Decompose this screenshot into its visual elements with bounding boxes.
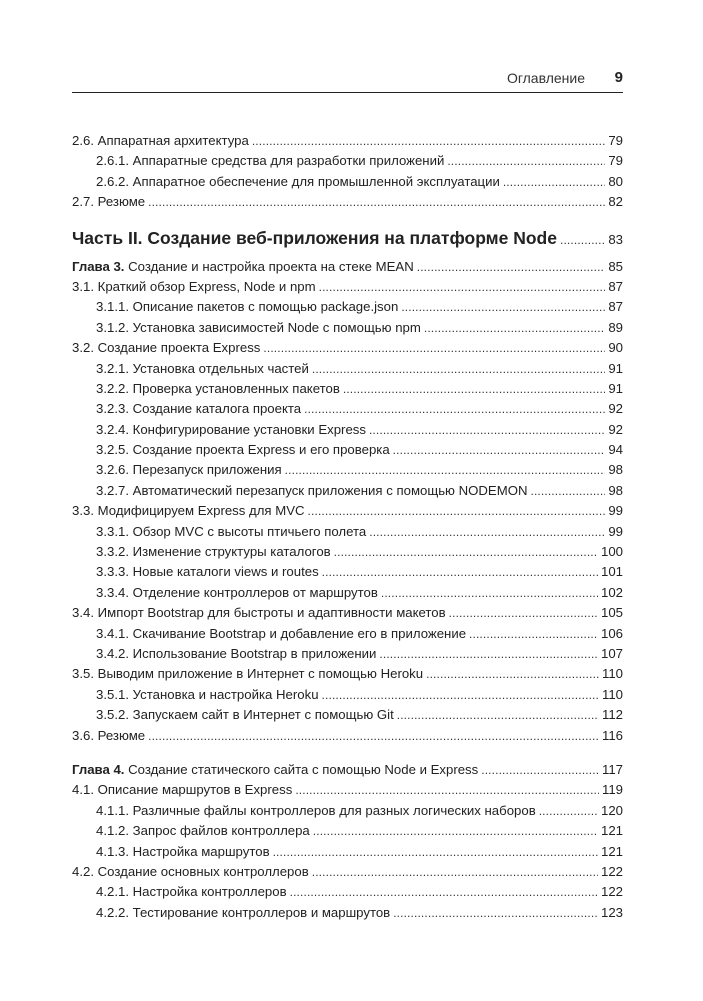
dot-leader: [393, 440, 606, 460]
chapter-title: Создание статического сайта с помощью Node и Express: [128, 761, 479, 777]
toc-entry-title: 2.6. Аппаратная архитектура: [72, 133, 249, 148]
toc-entry-page: 92: [608, 421, 623, 437]
toc-entry-title: 3.2. Создание проекта Express: [72, 340, 261, 356]
toc-entry-page: 102: [600, 584, 623, 600]
dot-leader: [449, 603, 598, 623]
toc-entry-title: 3.1.1. Описание пакетов с помощью package.json: [96, 299, 399, 315]
dot-leader: [530, 481, 605, 501]
toc-entry[interactable]: [72, 726, 623, 746]
toc-entry-page: 122: [600, 884, 623, 900]
toc-entry[interactable]: [72, 297, 623, 317]
toc-entry-title: 3.3.4. Отделение контроллеров от маршрутов: [96, 584, 378, 600]
dot-leader: [312, 359, 605, 379]
toc-entry-title: 3.3.2. Изменение структуры каталогов: [96, 544, 331, 560]
table-of-contents: [72, 131, 623, 923]
toc-entry[interactable]: [72, 780, 623, 800]
toc-entry-title: 3.5.1. Установка и настройка Heroku: [96, 686, 319, 702]
toc-entry-page: 98: [608, 482, 623, 498]
toc-entry-page: 92: [608, 401, 623, 417]
toc-entry-page: 85: [608, 258, 623, 274]
toc-entry-page: 99: [608, 503, 623, 519]
page-number: 9: [614, 69, 623, 86]
dot-leader: [401, 297, 605, 317]
toc-entry-page: 90: [608, 340, 623, 356]
dot-leader: [417, 257, 606, 277]
dot-leader: [252, 131, 605, 151]
toc-entry[interactable]: [72, 644, 623, 664]
toc-entry[interactable]: [72, 522, 623, 542]
toc-entry-title: 3.4. Импорт Bootstrap для быстроты и адаптивности макетов: [72, 605, 446, 621]
dot-leader: [148, 726, 599, 746]
toc-entry[interactable]: [72, 760, 623, 780]
toc-entry-page: 107: [600, 645, 623, 661]
toc-entry-page: 79: [608, 133, 623, 148]
toc-entry[interactable]: [72, 277, 623, 297]
dot-leader: [322, 562, 598, 582]
toc-entry-page: 116: [601, 727, 623, 743]
dot-leader: [447, 151, 605, 171]
toc-entry-title: 3.3.1. Обзор MVC с высоты птичьего полета: [96, 523, 367, 539]
toc-entry-page: 91: [608, 380, 623, 396]
toc-entry-title: 3.1.2. Установка зависимостей Node с помощью npm: [96, 319, 421, 335]
toc-entry-title: 3.3.3. Новые каталоги views и routes: [96, 564, 319, 580]
toc-entry[interactable]: [72, 359, 623, 379]
toc-entry-title: 3.4.2. Использование Bootstrap в приложении: [96, 645, 377, 661]
toc-entry-title: 4.2. Создание основных контроллеров: [72, 863, 309, 879]
toc-entry-title: 3.3. Модифицируем Express для MVC: [72, 503, 305, 519]
toc-entry-page: 99: [608, 523, 623, 539]
toc-entry-title: 3.5. Выводим приложение в Интернет с помощью Heroku: [72, 666, 424, 682]
dot-leader: [290, 882, 598, 902]
toc-entry[interactable]: [72, 192, 623, 212]
toc-entry-page: 119: [601, 782, 623, 798]
dot-leader: [308, 501, 606, 521]
toc-entry[interactable]: [72, 583, 623, 603]
toc-entry-page: 100: [600, 544, 623, 560]
toc-entry-page: 117: [601, 761, 623, 777]
dot-leader: [313, 821, 598, 841]
toc-entry[interactable]: [72, 821, 623, 841]
toc-entry-title: 3.2.4. Конфигурирование установки Express: [96, 421, 366, 437]
toc-entry-title: 3.2.1. Установка отдельных частей: [96, 360, 309, 376]
toc-entry-title: 4.1.3. Настройка маршрутов: [96, 843, 270, 859]
toc-entry[interactable]: [72, 801, 623, 821]
toc-entry[interactable]: [72, 318, 623, 338]
toc-entry-title: 4.1.1. Различные файлы контроллеров для разных логических наборов: [96, 802, 536, 818]
toc-entry-page: 123: [600, 904, 623, 920]
dot-leader: [273, 842, 598, 862]
dot-leader: [304, 399, 605, 419]
toc-entry-title: 4.2.2. Тестирование контроллеров и маршрутов: [96, 904, 391, 920]
toc-entry-title: 3.2.2. Проверка установленных пакетов: [96, 380, 340, 396]
toc-entry-title: 4.2.1. Настройка контроллеров: [96, 884, 287, 900]
toc-entry[interactable]: [72, 664, 623, 684]
running-header-title: Оглавление: [506, 70, 585, 86]
running-header: [72, 68, 623, 93]
toc-entry[interactable]: [72, 420, 623, 440]
dot-leader: [379, 644, 598, 664]
toc-entry-page: 91: [608, 360, 623, 376]
toc-entry-title: [72, 257, 414, 277]
dot-leader: [381, 583, 598, 603]
toc-entry-page: 110: [601, 666, 623, 682]
toc-entry-title: 3.2.7. Автоматический перезапуск приложения с помощью NODEMON: [96, 482, 528, 498]
dot-leader: [369, 522, 605, 542]
toc-entry-page: 106: [600, 625, 623, 641]
toc-entry[interactable]: [72, 542, 623, 562]
toc-entry[interactable]: [72, 379, 623, 399]
dot-leader: [319, 277, 606, 297]
toc-entry-title: 3.1. Краткий обзор Express, Node и npm: [72, 278, 316, 294]
toc-entry-title: 2.7. Резюме: [72, 194, 146, 210]
toc-entry-title: 3.6. Резюме: [72, 727, 146, 743]
toc-entry-title: 3.2.5. Создание проекта Express и его проверка: [96, 442, 390, 458]
toc-entry[interactable]: [72, 603, 623, 623]
toc-entry-page: 110: [601, 686, 623, 702]
toc-entry-page: 83: [608, 231, 623, 247]
toc-entry-page: 121: [600, 843, 623, 859]
toc-entry[interactable]: [72, 131, 623, 151]
dot-leader: [397, 705, 599, 725]
toc-entry-page: 87: [608, 278, 623, 294]
toc-entry-page: 87: [608, 299, 623, 315]
toc-entry-title: 2.6.1. Аппаратные средства для разработки приложений: [96, 153, 445, 169]
toc-entry[interactable]: [72, 338, 623, 358]
toc-entry-page: 121: [600, 823, 623, 839]
dot-leader: [503, 172, 606, 192]
toc-entry[interactable]: [72, 842, 623, 862]
toc-entry-title: 3.2.6. Перезапуск приложения: [96, 462, 282, 478]
chapter-prefix: Глава 3.: [72, 258, 125, 274]
toc-entry-page: 122: [600, 863, 623, 879]
toc-entry-page: 79: [608, 153, 623, 169]
toc-entry[interactable]: [72, 903, 623, 923]
dot-leader: [369, 420, 605, 440]
toc-entry-page: 98: [608, 462, 623, 478]
toc-entry-page: 112: [601, 707, 623, 723]
toc-entry[interactable]: [72, 440, 623, 460]
toc-entry[interactable]: [72, 685, 623, 705]
toc-entry[interactable]: [72, 151, 623, 171]
toc-entry-page: 82: [608, 194, 623, 210]
toc-entry[interactable]: [72, 257, 623, 277]
toc-entry[interactable]: [72, 562, 623, 582]
toc-entry[interactable]: [72, 882, 623, 902]
toc-entry-title: 3.2.3. Создание каталога проекта: [96, 401, 302, 417]
chapter-prefix: Глава 4.: [72, 761, 125, 777]
toc-entry-page: 105: [600, 605, 623, 621]
dot-leader: [481, 760, 599, 780]
toc-entry[interactable]: [72, 624, 623, 644]
toc-entry[interactable]: [72, 481, 623, 501]
toc-entry[interactable]: [72, 501, 623, 521]
toc-entry-page: 94: [608, 442, 623, 458]
dot-leader: [393, 903, 598, 923]
toc-entry-page: 101: [600, 564, 623, 580]
toc-entry-page: 80: [608, 173, 623, 189]
toc-entry-title: Часть II. Создание веб-приложения на платформе Node: [72, 227, 557, 248]
dot-leader: [560, 223, 605, 255]
dot-leader: [469, 624, 598, 644]
toc-entry-page: 89: [608, 319, 623, 335]
dot-leader: [322, 685, 599, 705]
dot-leader: [343, 379, 606, 399]
toc-entry-title: 3.4.1. Скачивание Bootstrap и добавление его в приложение: [96, 625, 467, 641]
toc-entry[interactable]: [72, 399, 623, 419]
dot-leader: [285, 460, 606, 480]
toc-entry-title: 4.1.2. Запрос файлов контроллера: [96, 823, 310, 839]
toc-entry[interactable]: [72, 705, 623, 725]
dot-leader: [263, 338, 605, 358]
toc-entry[interactable]: [72, 223, 623, 253]
toc-entry-title: 4.1. Описание маршрутов в Express: [72, 782, 293, 798]
toc-entry-title: 3.5.2. Запускаем сайт в Интернет с помощью Git: [96, 707, 394, 723]
dot-leader: [312, 862, 598, 882]
dot-leader: [426, 664, 599, 684]
toc-entry[interactable]: [72, 172, 623, 192]
toc-entry[interactable]: [72, 862, 623, 882]
dot-leader: [334, 542, 598, 562]
dot-leader: [539, 801, 598, 821]
toc-entry-page: 120: [600, 802, 623, 818]
toc-entry[interactable]: [72, 460, 623, 480]
dot-leader: [295, 780, 599, 800]
toc-entry-title: 2.6.2. Аппаратное обеспечение для промышленной эксплуатации: [96, 173, 500, 189]
toc-entry-title: [72, 760, 478, 780]
chapter-title: Создание и настройка проекта на стеке MEAN: [128, 258, 414, 274]
dot-leader: [148, 192, 605, 212]
dot-leader: [424, 318, 605, 338]
